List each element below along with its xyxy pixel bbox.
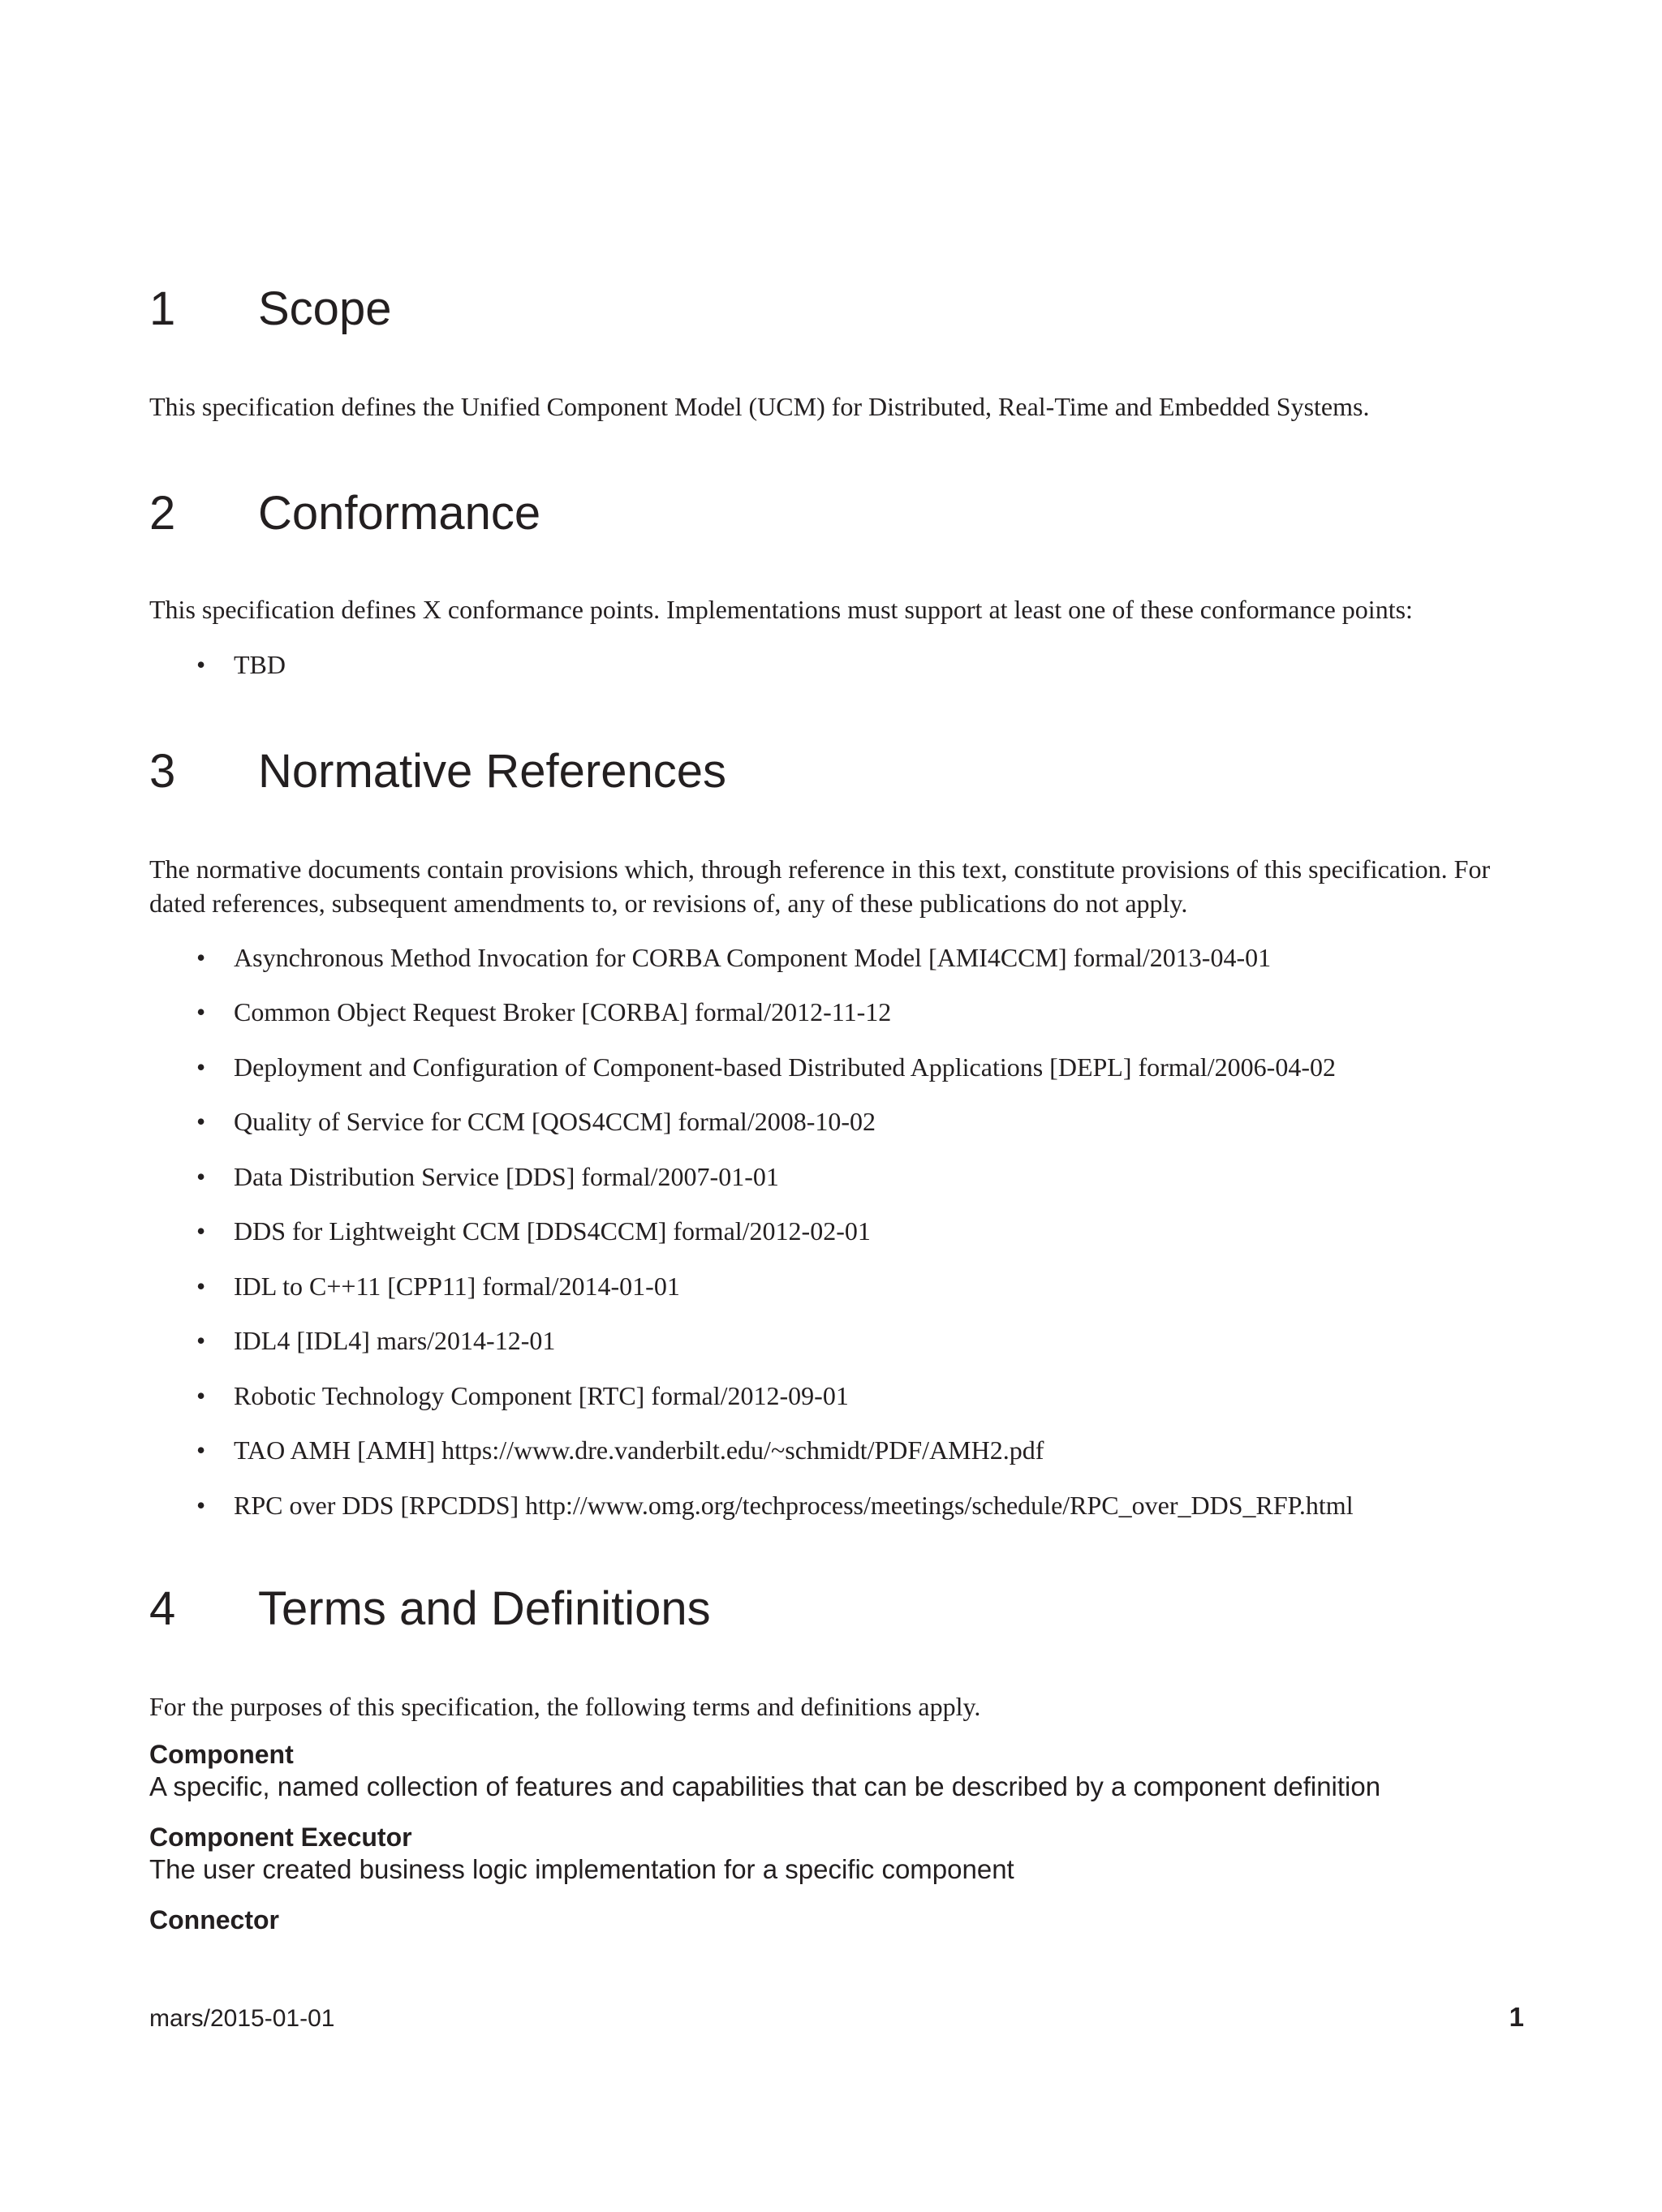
conformance-paragraph: This specification defines X conformance points. Implementations must support at least one of these conformance points: (149, 595, 1413, 624)
section-heading-scope (149, 282, 392, 335)
terms-paragraph: For the purposes of this specification, the following terms and definitions apply. (149, 1692, 981, 1721)
footer-document-id: mars/2015-01-01 (149, 2005, 335, 2032)
section-number: 3 (149, 745, 176, 798)
section-heading-normative-references (149, 745, 726, 798)
definition-component: A specific, named collection of features and capabilities that can be described by a component definition (149, 1771, 1381, 1801)
document-page: 1 Scope This specification defines the Unified Component Model (UCM) for Distributed, Real-Time and Embedded Systems. 2 Conformance This specification defines X conformance points. Implementations must support at least one of these conformance points: • TBD 3 Normative References The normative documents contain provisions which, through reference in this text, constitute provisions of this specification. For dated references, subsequent amendments to, or revisions of, any of these publications do not apply. • Asynchronous Method Invocation for CORBA Component Model [AMI4CCM] formal/2013-04-01 • Common Object Request Broker [CORBA] formal/2012-11-12 • Deployment and Configuration of Component-based Distributed Applications [DEPL] formal/2006-04-02 • Quality of Service for CCM [QOS4CCM] formal/2008-10-02 • Data Distribution Service [DDS] formal/2007-01-01 • DDS for Lightweight CCM [DDS4CCM] formal/2012-02-01 • IDL to C++11 [CPP11] formal/2014-01-01 • IDL4 [IDL4] mars/2014-12-01 • Robotic Technology Component [RTC] formal/2012-09-01 • TAO AMH [AMH] https://www.dre.vanderbilt.edu/~schmidt/PDF/AMH2.pdf • RPC over DDS [RPCDDS] http://www.omg.org/techprocess/meetings/schedule/RPC_over_DDS_RFP.html 4 Terms and Definitions For the purposes of this specification, the following terms and definitions apply. Component A specific, named collection of features and capabilities that can be described by a component definition Component Executor The user created business logic implementation for a specific component Connector mars/2015-01-01 1 (0, 0, 1662, 2212)
section-title: Normative References (258, 745, 726, 798)
section-heading-terms-and-definitions (149, 1582, 711, 1635)
term-connector: Connector (149, 1905, 279, 1934)
scope-paragraph: This specification defines the Unified Component Model (UCM) for Distributed, Real-Time and Embedded Systems. (149, 392, 1370, 421)
term-component-executor: Component Executor (149, 1823, 412, 1852)
normative-references-paragraph: The normative documents contain provisions which, through reference in this text, constitute provisions of this specification. For dated references, subsequent amendments to, or revisions of, any of these publications do not apply. (149, 854, 1491, 918)
section-title: Scope (258, 282, 392, 335)
section-heading-conformance (149, 487, 541, 540)
section-title: Terms and Definitions (258, 1582, 711, 1635)
definition-component-executor: The user created business logic implementation for a specific component (149, 1854, 1014, 1884)
section-number: 2 (149, 487, 176, 540)
footer-page-number: 1 (1509, 2002, 1524, 2032)
section-number: 1 (149, 282, 176, 335)
term-component: Component (149, 1740, 294, 1769)
section-title: Conformance (258, 487, 541, 540)
section-number: 4 (149, 1582, 176, 1635)
